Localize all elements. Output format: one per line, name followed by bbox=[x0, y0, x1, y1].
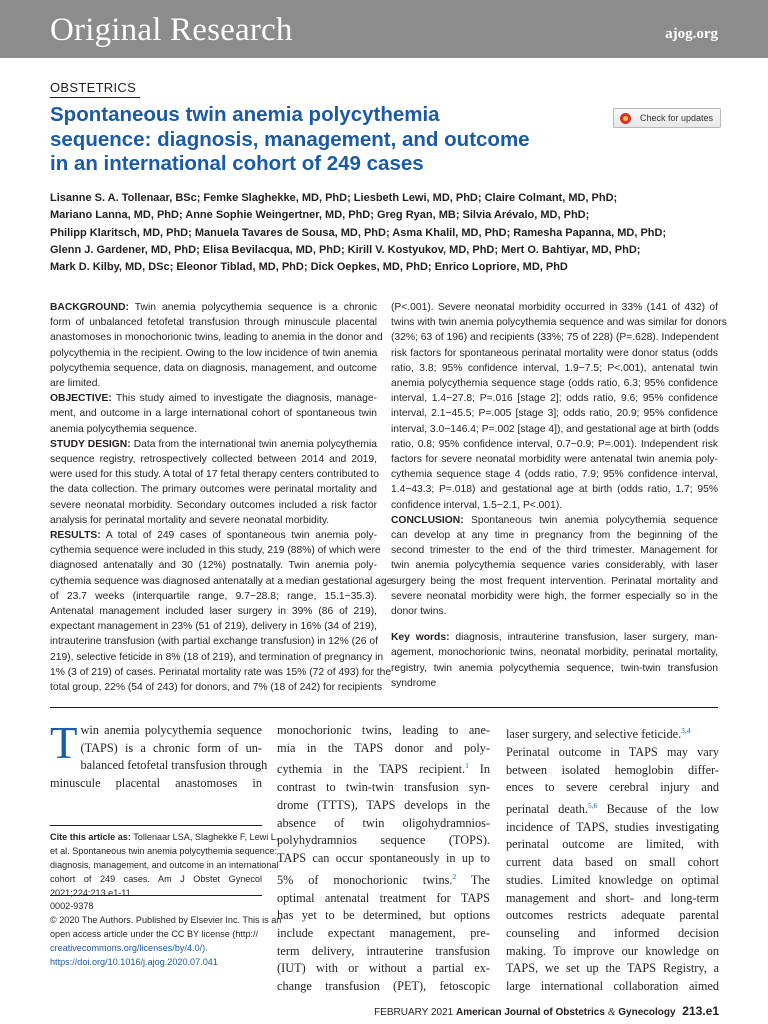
journal-banner bbox=[0, 0, 768, 58]
abstract-text: A total of 249 cases of spontaneous twin anemia poly- bbox=[105, 530, 377, 542]
page-footer bbox=[374, 1004, 719, 1018]
body-line: minuscule placental anastomoses in bbox=[50, 776, 262, 791]
citation-line bbox=[50, 830, 279, 844]
abstract-line: 1% (3 of 219) of cases. Perinatal mortality rate was 15% (72 of 493) for the bbox=[50, 666, 392, 678]
license-line bbox=[50, 927, 262, 941]
abstract-line: of 23.7 weeks (interquartile range, 9.7−28.8; range, 15.1−35.3). bbox=[50, 590, 377, 602]
abstract-line bbox=[50, 528, 377, 543]
body-line: current data based on small cohort bbox=[506, 855, 719, 870]
abstract-line: the data collection. The primary outcomes were perinatal mortality and bbox=[50, 484, 377, 496]
abstract-line: anemia polycythemia sequence. bbox=[50, 423, 198, 435]
cite-label: Cite this article as: bbox=[50, 832, 131, 842]
author-list bbox=[50, 190, 730, 276]
abstract-line bbox=[50, 300, 377, 315]
body-line: TAPS, we set up the TAPS Registry, a bbox=[506, 961, 719, 976]
license-line: © 2020 The Authors. Published by Elsevier Inc. This is an bbox=[50, 915, 282, 926]
abstract-line: were used for this study. A total of 17 fetal therapy centers contributed to bbox=[50, 469, 379, 481]
body-line: polyhydramnios sequence (TOPS). bbox=[277, 833, 490, 848]
abstract-line: can develop at any time in pregnancy from the beginning of the bbox=[391, 530, 718, 542]
keywords-text: diagnosis, intrauterine transfusion, laser surgery, man- bbox=[455, 632, 718, 644]
body-line: term delivery, intrauterine transfusion bbox=[277, 943, 490, 958]
abstract-line: donor twins. bbox=[391, 606, 447, 618]
citation-line: diagnosis, management, and outcome in an international bbox=[50, 860, 279, 871]
body-line: win anemia polycythemia sequence bbox=[80, 723, 262, 737]
abstract-line: anastomoses in monochorionic twins, leading to anemia in the donor and bbox=[50, 332, 383, 344]
body-text: cythemia in the TAPS recipient. bbox=[277, 762, 466, 777]
body-line: optimal antenatal treatment for TAPS bbox=[277, 890, 490, 905]
citation-box bbox=[50, 825, 279, 900]
citation-line: et al. Spontaneous twin anemia polycythemia sequence: bbox=[50, 846, 277, 857]
license-text: open access article under the CC BY license (http:// bbox=[50, 929, 259, 940]
abstract-line: polycythemia sequence, data on diagnosis, management, and outcome bbox=[50, 362, 377, 374]
abstract-line bbox=[391, 513, 718, 528]
check-for-updates-label: Check for updates bbox=[640, 113, 714, 123]
abstract-line: sequence registry, retrospectively collected between 2014 and 2019, bbox=[50, 454, 377, 466]
abstract-text: Twin anemia polycythemia sequence is a chronic bbox=[134, 302, 377, 313]
ampersand: & bbox=[607, 1007, 616, 1018]
abstract-line: twins with twin anemia polycythemia sequence and was similar for donors bbox=[391, 317, 727, 329]
abstract-line: agement, monochorionic twins, neonatal morbidity, perinatal mortality, bbox=[391, 647, 718, 659]
body-line: perinatal outcome are limited, with bbox=[506, 837, 719, 852]
title-line: sequence: diagnosis, management, and outcome bbox=[50, 127, 530, 151]
abstract-line: are limited. bbox=[50, 378, 101, 390]
body-line: contrast to twin-twin transfusion syn- bbox=[277, 780, 490, 795]
abstract-line: 1.4−43.3; P=.018) and gestational age at birth (odds ratio, 1.7; 95% bbox=[391, 484, 718, 496]
abstract-text: Spontaneous twin anemia polycythemia sequence bbox=[471, 514, 718, 526]
abstract-line: Antenatal management included laser surgery in 39% (86 of 219), bbox=[50, 606, 377, 618]
keywords-label: Key words: bbox=[391, 632, 450, 644]
author-line: Mark D. Kilby, MD, DSc; Eleonor Tiblad, MD, PhD; Dick Oepkes, MD, PhD; Enrico Lopriore, MD, PhD bbox=[50, 261, 568, 274]
reference-link[interactable]: 1 bbox=[465, 761, 469, 771]
journal-site-link[interactable]: ajog.org bbox=[665, 26, 718, 42]
body-text: 5% of monochorionic twins. bbox=[277, 872, 453, 887]
license-box bbox=[50, 895, 282, 969]
citation-rule bbox=[50, 825, 262, 826]
abstract-line: anemia polycythemia sequence stage (odds ratio, 6.3; 95% confidence bbox=[391, 378, 718, 390]
author-line: Mariano Lanna, MD, PhD; Anne Sophie Weingertner, MD, PhD; Greg Ryan, MB; Silvia Arévalo, MD, PhD; bbox=[50, 209, 590, 222]
citation-line: cohort of 249 cases. Am J Obstet Gynecol bbox=[50, 874, 262, 885]
body-line: change transfusion (PET), fetoscopic bbox=[277, 979, 490, 994]
journal-name-2: Gynecology bbox=[618, 1007, 676, 1018]
abstract-divider bbox=[50, 707, 718, 708]
abstract-line: confidence interval, 1.5−2.1, P<.001). bbox=[391, 499, 563, 511]
page-number: 213.e1 bbox=[682, 1004, 719, 1018]
section-label: OBSTETRICS bbox=[50, 80, 137, 95]
abstract-line: second trimester to the end of the third trimester. Management for bbox=[391, 545, 718, 557]
issue-date: FEBRUARY 2021 bbox=[374, 1007, 454, 1018]
abstract-line: (P<.001). Severe neonatal morbidity occurred in 33% (141 of 432) of bbox=[391, 302, 718, 313]
body-line: (IUT) with or without a partial ex- bbox=[277, 961, 490, 976]
body-line: TAPS can occur spontaneously in up to bbox=[277, 851, 490, 866]
journal-name: American Journal of Obstetrics bbox=[455, 1007, 605, 1018]
abstract-line: risk factors for spontaneous perinatal mortality were donor status (odds bbox=[391, 347, 718, 359]
body-column-1 bbox=[50, 718, 268, 793]
abstract-line: ment, and outcome in a large international cohort of spontaneous twin bbox=[50, 408, 377, 420]
body-line: studies. Limited knowledge on optimal bbox=[506, 872, 719, 887]
abstract-line: form of unbalanced fetofetal transfusion through minuscule placental bbox=[50, 317, 377, 329]
author-line: Glenn J. Gardener, MD, PhD; Elisa Bevilacqua, MD, PhD; Kirill V. Kostyukov, MD, PhD; Mert O. Bahtiyar, MD, PhD; bbox=[50, 243, 641, 256]
body-line bbox=[506, 797, 719, 819]
abstract-line: severe neonatal morbidity were high, the former especially so in the bbox=[391, 590, 718, 602]
abstract-line: diagnosed antenatally and 30 (12%) postnatally. Twin anemia poly- bbox=[50, 560, 377, 572]
banner-title: Original Research bbox=[50, 12, 293, 48]
abstract-line: total group, 22% (54 of 243) for donors, and 7% (18 of 242) for recipients bbox=[50, 682, 382, 694]
article-title bbox=[50, 103, 570, 177]
body-text: laser surgery, and selective feticide. bbox=[506, 727, 682, 742]
body-line: balanced fetofetal transfusion through bbox=[80, 758, 268, 773]
abstract-line: polycythemia in the recipient. Owing to the low incidence of twin anemia bbox=[50, 347, 378, 359]
abstract-line: twin anemia polycythemia sequence varies considerably, with laser bbox=[391, 560, 718, 572]
abstract-line: (32%; 63 of 196) and recipients (33%; 75 of 228) (P=.628). Independent bbox=[391, 332, 719, 344]
body-line: incidence of TAPS, studies investigating bbox=[506, 819, 719, 834]
reference-link[interactable]: 3,4 bbox=[681, 726, 691, 735]
body-line bbox=[277, 868, 490, 890]
issn: 0002-9378 bbox=[50, 901, 94, 911]
abstract-left-column bbox=[50, 300, 393, 695]
abstract-line: registry, twin anemia polycythemia sequence, twin-twin transfusion bbox=[391, 662, 718, 674]
body-text: Because of the low bbox=[606, 802, 720, 816]
abstract-line: interval, 3.0−146.4; P=.002 [stage 4]), and gestational age at birth (odds bbox=[391, 423, 720, 435]
body-text: The bbox=[470, 872, 490, 887]
body-line: outcomes restricts adequate parental bbox=[506, 908, 719, 923]
abstract-line: cythemia sequence stage 4 (odds ratio, 7.9; 95% confidence interval, bbox=[391, 469, 718, 481]
objective-label: OBJECTIVE: bbox=[50, 393, 112, 405]
body-line: ences to severe cerebral injury and bbox=[506, 780, 719, 795]
abstract-line: analysis for perinatal mortality and severe neonatal morbidity. bbox=[50, 514, 330, 526]
citation-line: 2021;224:213.e1-11. bbox=[50, 888, 134, 899]
body-line: mia in the TAPS donor and poly- bbox=[277, 740, 490, 755]
results-label: RESULTS: bbox=[50, 530, 101, 542]
abstract-text: This study aimed to investigate the diagnosis, manage- bbox=[115, 393, 377, 405]
body-line: management and short- and long-term bbox=[506, 890, 719, 905]
body-line: drome (TTTS), TAPS develops in the bbox=[277, 797, 490, 812]
license-link[interactable]: creativecommons.org/licenses/by/4.0/). bbox=[50, 943, 208, 954]
citation-text: Tollenaar LSA, Slaghekke F, Lewi L, bbox=[133, 832, 279, 842]
abstract-line: ratio, 3.8; 95% confidence interval, 1.9−7.5; P<.001), antenatal twin bbox=[391, 362, 718, 374]
abstract-line: severe neonatal morbidity. Secondary outcomes included a risk factor bbox=[50, 499, 377, 511]
body-line: Perinatal outcome in TAPS may vary bbox=[506, 744, 719, 759]
body-text: In bbox=[479, 762, 491, 777]
body-line: (TAPS) is a chronic form of un- bbox=[80, 740, 262, 755]
abstract-line bbox=[391, 630, 718, 645]
abstract-line: expectant management in 23% (51 of 219), delivery in 16% (34 of 219), bbox=[50, 621, 377, 633]
body-line: include expectant management, pre- bbox=[277, 925, 490, 940]
abstract-line: cythemia sequence were included in this study, 219 (88%) of which were bbox=[50, 545, 381, 557]
crossmark-icon bbox=[620, 113, 631, 124]
title-line: in an international cohort of 249 cases bbox=[50, 152, 424, 175]
license-rule bbox=[50, 895, 262, 896]
conclusion-label: CONCLUSION: bbox=[391, 514, 464, 526]
abstract-line: interval, 2.1−45.5; P=.005 [stage 3]; odds ratio, 20.9; 95% confidence bbox=[391, 408, 718, 420]
author-line: Lisanne S. A. Tollenaar, BSc; Femke Slaghekke, MD, PhD; Liesbeth Lewi, MD, PhD; Claire Colmant, MD, PhD; bbox=[50, 192, 618, 204]
abstract-line: syndrome bbox=[391, 677, 437, 689]
reference-link[interactable]: 2 bbox=[452, 871, 457, 881]
body-line bbox=[277, 757, 490, 779]
body-line: monochorionic twins, leading to ane- bbox=[277, 723, 490, 737]
body-column-2 bbox=[277, 722, 490, 996]
doi-link[interactable]: https://doi.org/10.1016/j.ajog.2020.07.041 bbox=[50, 957, 218, 968]
study-design-label: STUDY DESIGN: bbox=[50, 438, 131, 450]
abstract-line bbox=[50, 391, 377, 406]
background-label: BACKGROUND: bbox=[50, 302, 129, 313]
abstract-line: interval, 1.4−27.8; P=.016 [stage 2]; odds ratio, 9.6; 95% confidence bbox=[391, 393, 718, 405]
section-underline bbox=[50, 97, 140, 98]
drop-cap: T bbox=[50, 718, 78, 768]
body-line bbox=[506, 722, 719, 744]
abstract-line: intrauterine transfusion (with partial exchange transfusion) in 12% (26 of bbox=[50, 636, 378, 648]
abstract-line: factors for severe neonatal morbidity were antenatal twin anemia poly- bbox=[391, 454, 718, 466]
abstract-right-column bbox=[391, 300, 727, 691]
body-text: perinatal death. bbox=[506, 802, 588, 816]
body-column-3 bbox=[506, 722, 719, 996]
abstract-line: cythemia sequence was diagnosed antenatally at a median gestational age bbox=[50, 575, 393, 587]
body-line: counseling and informed decision bbox=[506, 925, 719, 940]
abstract-line: surgery being the most frequent intervention. Perinatal mortality and bbox=[391, 575, 718, 587]
body-line: has yet to be determined, but options bbox=[277, 908, 490, 923]
abstract-text: Data from the international twin anemia polycythemia bbox=[133, 438, 377, 450]
body-line: between isolated hemoglobin differ- bbox=[506, 762, 719, 777]
body-line: large international collaboration aimed bbox=[506, 979, 719, 994]
body-line: making. To improve our knowledge on bbox=[506, 943, 719, 958]
abstract-line bbox=[50, 437, 377, 452]
abstract-line: ratio, 0.8; 95% confidence interval, 0.7−0.9; P=.001). Independent risk bbox=[391, 438, 718, 450]
reference-link[interactable]: 5,6 bbox=[587, 800, 598, 810]
check-for-updates-button[interactable] bbox=[613, 108, 721, 128]
author-line: Philipp Klaritsch, MD, PhD; Manuela Tavares de Sousa, MD, PhD; Asma Khalil, MD, PhD; Ramesha Papanna, MD, PhD; bbox=[50, 226, 667, 239]
body-line: absence of twin oligohydramnios- bbox=[277, 815, 490, 830]
title-line: Spontaneous twin anemia polycythemia bbox=[50, 103, 440, 126]
abstract-line: 219), selective feticide in 8% (18 of 219), and termination of pregnancy in bbox=[50, 651, 384, 663]
